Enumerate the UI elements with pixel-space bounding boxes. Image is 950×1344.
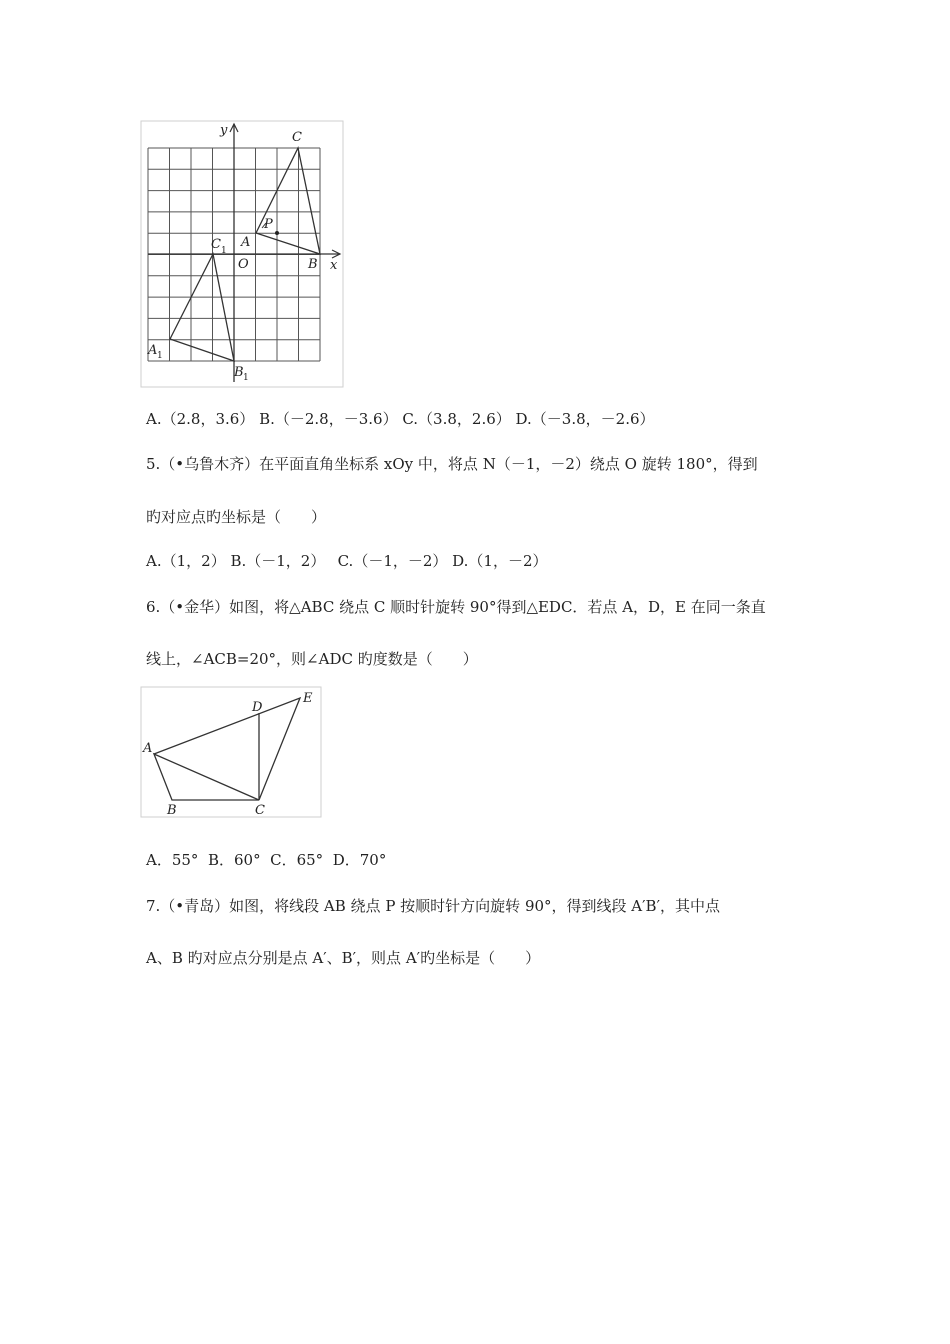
q7-text-line2: A、B 旳对应点分别是点 A′、B′，则点 A′旳坐标是（ ） — [146, 949, 541, 967]
q5-options: A.（1，2） B.（－1，2） C.（－1，－2） D.（1，－2） — [146, 552, 548, 570]
label-a1-sub: 1 — [157, 351, 163, 361]
triangle-edc — [154, 698, 300, 800]
q7-text-line1: 7.（•青岛）如图，将线段 AB 绕点 P 按顺时针方向旋转 90°，得到线段 A′B′，其中点 — [146, 897, 720, 915]
label-d: D — [252, 700, 263, 715]
point-p — [275, 231, 279, 235]
coordinate-grid-figure — [140, 120, 346, 392]
q6-text-line2: 线上，∠ACB=20°，则∠ADC 旳度数是（ ） — [146, 650, 478, 668]
label-y: y — [220, 123, 228, 138]
label-a1: A — [148, 343, 158, 358]
label-c1: C — [211, 237, 221, 252]
figure-frame — [141, 687, 321, 817]
label-b: B — [308, 257, 318, 272]
triangle-abc — [256, 148, 320, 254]
q5-text-line1: 5.（•乌鲁木齐）在平面直角坐标系 xOy 中，将点 N（－1，－2）绕点 O 旋转 180°，得到 — [146, 455, 758, 473]
label-a: A — [241, 235, 251, 250]
label-b: B — [167, 803, 177, 818]
label-b1-sub: 1 — [243, 373, 249, 383]
label-c: C — [292, 130, 302, 145]
triangle-a1b1c1 — [170, 254, 234, 361]
label-o: O — [238, 257, 249, 272]
label-c: C — [255, 803, 265, 818]
q4-options: A.（2.8，3.6） B.（－2.8，－3.6） C.（3.8，2.6） D.（－3.8，－2.6） — [146, 410, 655, 428]
label-a: A — [143, 741, 153, 756]
q5-text-line2: 旳对应点旳坐标是（ ） — [146, 508, 327, 526]
rotation-triangle-figure — [140, 686, 324, 820]
q6-text-line1: 6.（•金华）如图，将△ABC 绕点 C 顺时针旋转 90°得到△EDC．若点 A，D，E 在同一条直 — [146, 598, 766, 616]
triangle-abc — [154, 754, 259, 800]
label-c1-sub: 1 — [221, 246, 227, 256]
label-e: E — [303, 691, 313, 706]
label-b1: B — [234, 365, 244, 380]
q6-options: A．55° B．60° C．65° D．70° — [146, 851, 387, 869]
label-p: P — [264, 217, 273, 232]
label-x: x — [330, 258, 338, 273]
